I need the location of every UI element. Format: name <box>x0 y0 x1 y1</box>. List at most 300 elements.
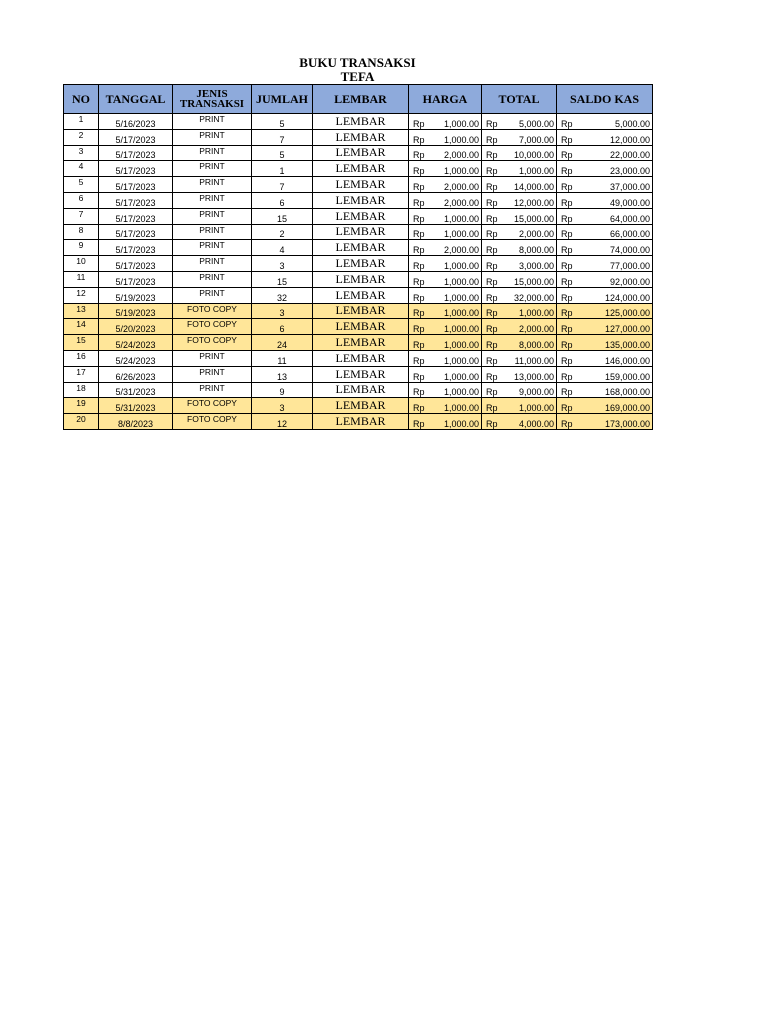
cell-harga <box>409 208 482 224</box>
cell-lembar: LEMBAR <box>313 350 409 366</box>
table-row <box>64 240 653 256</box>
cell-jenis-transaksi: PRINT <box>173 271 252 287</box>
total-amount: 13,000.00 <box>513 371 554 382</box>
table-row <box>64 303 653 319</box>
saldo-amount: 74,000.00 <box>609 245 650 256</box>
currency-label: Rp <box>413 355 425 366</box>
table-row <box>64 224 653 240</box>
currency-label: Rp <box>413 260 425 271</box>
cell-jenis-transaksi: PRINT <box>173 161 252 177</box>
cell-jenis-transaksi: FOTO COPY <box>173 414 252 430</box>
cell-jenis-transaksi: PRINT <box>173 256 252 272</box>
total-amount: 11,000.00 <box>514 355 554 366</box>
total-amount: 2,000.00 <box>518 229 554 240</box>
cell-jenis-transaksi: PRINT <box>173 350 252 366</box>
saldo-amount: 135,000.00 <box>604 339 650 350</box>
currency-label: Rp <box>486 292 498 303</box>
harga-amount: 1,000.00 <box>443 134 479 145</box>
cell-tanggal: 5/17/2023 <box>99 208 173 224</box>
currency-label: Rp <box>561 387 573 398</box>
cell-total <box>482 303 557 319</box>
cell-total <box>482 319 557 335</box>
cell-jumlah: 11 <box>252 350 313 366</box>
cell-harga <box>409 287 482 303</box>
cell-harga <box>409 271 482 287</box>
cell-jumlah: 12 <box>252 414 313 430</box>
harga-amount: 2,000.00 <box>443 197 479 208</box>
cell-saldo-kas <box>557 335 653 351</box>
table-row <box>64 114 653 130</box>
currency-label: Rp <box>561 339 573 350</box>
cell-lembar: LEMBAR <box>313 382 409 398</box>
cell-saldo-kas <box>557 287 653 303</box>
table-row <box>64 350 653 366</box>
currency-label: Rp <box>486 418 498 429</box>
cell-saldo-kas <box>557 319 653 335</box>
cell-total <box>482 208 557 224</box>
cell-total <box>482 145 557 161</box>
cell-total <box>482 398 557 414</box>
cell-no: 2 <box>64 129 99 145</box>
cell-no: 16 <box>64 350 99 366</box>
cell-jumlah: 6 <box>252 192 313 208</box>
currency-label: Rp <box>413 324 425 335</box>
cell-jenis-transaksi: FOTO COPY <box>173 335 252 351</box>
cell-jumlah: 3 <box>252 303 313 319</box>
currency-label: Rp <box>561 371 573 382</box>
currency-label: Rp <box>486 134 498 145</box>
table-row <box>64 145 653 161</box>
cell-lembar: LEMBAR <box>313 271 409 287</box>
saldo-amount: 5,000.00 <box>614 118 650 129</box>
cell-jenis-transaksi: PRINT <box>173 287 252 303</box>
cell-jenis-transaksi: PRINT <box>173 208 252 224</box>
currency-label: Rp <box>413 150 425 161</box>
cell-jenis-transaksi: PRINT <box>173 129 252 145</box>
cell-harga <box>409 177 482 193</box>
cell-lembar: LEMBAR <box>313 129 409 145</box>
harga-amount: 2,000.00 <box>443 245 479 256</box>
cell-no: 10 <box>64 256 99 272</box>
cell-lembar: LEMBAR <box>313 145 409 161</box>
currency-label: Rp <box>561 418 573 429</box>
cell-harga <box>409 398 482 414</box>
cell-tanggal: 5/17/2023 <box>99 224 173 240</box>
cell-lembar: LEMBAR <box>313 208 409 224</box>
currency-label: Rp <box>561 276 573 287</box>
cell-jumlah: 9 <box>252 382 313 398</box>
cell-harga <box>409 414 482 430</box>
cell-jenis-transaksi: FOTO COPY <box>173 319 252 335</box>
harga-amount: 1,000.00 <box>443 371 479 382</box>
cell-jumlah: 32 <box>252 287 313 303</box>
cell-lembar: LEMBAR <box>313 335 409 351</box>
cell-saldo-kas <box>557 271 653 287</box>
document-subtitle: TEFA <box>340 69 375 84</box>
table-row <box>64 287 653 303</box>
cell-jumlah: 4 <box>252 240 313 256</box>
cell-saldo-kas <box>557 382 653 398</box>
harga-amount: 1,000.00 <box>443 339 479 350</box>
cell-saldo-kas <box>557 256 653 272</box>
currency-label: Rp <box>413 181 425 192</box>
total-amount: 2,000.00 <box>518 324 554 335</box>
cell-jenis-transaksi: PRINT <box>173 366 252 382</box>
total-amount: 15,000.00 <box>513 213 554 224</box>
cell-saldo-kas <box>557 240 653 256</box>
cell-total <box>482 240 557 256</box>
cell-tanggal: 5/31/2023 <box>99 382 173 398</box>
total-amount: 1,000.00 <box>518 403 554 414</box>
cell-harga <box>409 319 482 335</box>
cell-no: 9 <box>64 240 99 256</box>
saldo-amount: 23,000.00 <box>609 166 650 177</box>
cell-harga <box>409 114 482 130</box>
currency-label: Rp <box>561 150 573 161</box>
cell-lembar: LEMBAR <box>313 303 409 319</box>
cell-total <box>482 350 557 366</box>
currency-label: Rp <box>561 213 573 224</box>
table-row <box>64 177 653 193</box>
cell-no: 14 <box>64 319 99 335</box>
total-amount: 8,000.00 <box>518 339 554 350</box>
cell-harga <box>409 240 482 256</box>
currency-label: Rp <box>413 403 425 414</box>
header-no: NO <box>64 85 99 114</box>
saldo-amount: 92,000.00 <box>609 276 650 287</box>
currency-label: Rp <box>413 245 425 256</box>
cell-total <box>482 129 557 145</box>
header-total: TOTAL <box>482 85 557 114</box>
currency-label: Rp <box>413 387 425 398</box>
cell-jenis-transaksi: PRINT <box>173 224 252 240</box>
cell-tanggal: 5/17/2023 <box>99 192 173 208</box>
table-row <box>64 271 653 287</box>
currency-label: Rp <box>486 166 498 177</box>
currency-label: Rp <box>561 166 573 177</box>
table-row <box>64 366 653 382</box>
cell-lembar: LEMBAR <box>313 366 409 382</box>
currency-label: Rp <box>561 229 573 240</box>
cell-jenis-transaksi: PRINT <box>173 177 252 193</box>
cell-tanggal: 5/24/2023 <box>99 335 173 351</box>
currency-label: Rp <box>486 197 498 208</box>
cell-harga <box>409 256 482 272</box>
cell-jumlah: 24 <box>252 335 313 351</box>
table-row <box>64 335 653 351</box>
currency-label: Rp <box>413 213 425 224</box>
saldo-amount: 127,000.00 <box>604 324 650 335</box>
cell-jenis-transaksi: PRINT <box>173 382 252 398</box>
header-lembar: LEMBAR <box>313 85 409 114</box>
table-row <box>64 129 653 145</box>
table-row <box>64 161 653 177</box>
cell-total <box>482 414 557 430</box>
harga-amount: 1,000.00 <box>443 166 479 177</box>
saldo-amount: 64,000.00 <box>609 213 650 224</box>
currency-label: Rp <box>486 150 498 161</box>
currency-label: Rp <box>413 339 425 350</box>
header-jumlah: JUMLAH <box>252 85 313 114</box>
currency-label: Rp <box>561 403 573 414</box>
currency-label: Rp <box>561 197 573 208</box>
cell-saldo-kas <box>557 129 653 145</box>
cell-jumlah: 1 <box>252 161 313 177</box>
cell-no: 6 <box>64 192 99 208</box>
cell-no: 4 <box>64 161 99 177</box>
cell-jenis-transaksi: PRINT <box>173 240 252 256</box>
header-jenis-transaksi <box>173 85 252 114</box>
total-amount: 1,000.00 <box>518 308 554 319</box>
cell-jumlah: 6 <box>252 319 313 335</box>
cell-saldo-kas <box>557 192 653 208</box>
currency-label: Rp <box>486 118 498 129</box>
saldo-amount: 37,000.00 <box>609 181 650 192</box>
currency-label: Rp <box>486 245 498 256</box>
total-amount: 12,000.00 <box>513 197 554 208</box>
cell-jumlah: 13 <box>252 366 313 382</box>
cell-no: 13 <box>64 303 99 319</box>
table-row <box>64 319 653 335</box>
header-tanggal: TANGGAL <box>99 85 173 114</box>
cell-harga <box>409 192 482 208</box>
cell-saldo-kas <box>557 224 653 240</box>
cell-lembar: LEMBAR <box>313 161 409 177</box>
cell-saldo-kas <box>557 303 653 319</box>
currency-label: Rp <box>486 229 498 240</box>
cell-lembar: LEMBAR <box>313 414 409 430</box>
saldo-amount: 168,000.00 <box>604 387 650 398</box>
cell-jumlah: 3 <box>252 398 313 414</box>
currency-label: Rp <box>486 276 498 287</box>
total-amount: 14,000.00 <box>513 181 554 192</box>
cell-total <box>482 256 557 272</box>
cell-jumlah: 7 <box>252 177 313 193</box>
currency-label: Rp <box>486 324 498 335</box>
cell-total <box>482 366 557 382</box>
cell-lembar: LEMBAR <box>313 114 409 130</box>
cell-total <box>482 271 557 287</box>
currency-label: Rp <box>413 166 425 177</box>
table-body <box>64 114 653 430</box>
cell-no: 11 <box>64 271 99 287</box>
cell-saldo-kas <box>557 414 653 430</box>
cell-total <box>482 161 557 177</box>
cell-saldo-kas <box>557 208 653 224</box>
currency-label: Rp <box>413 134 425 145</box>
cell-no: 20 <box>64 414 99 430</box>
table-row <box>64 208 653 224</box>
cell-jumlah: 15 <box>252 271 313 287</box>
saldo-amount: 173,000.00 <box>604 418 650 429</box>
total-amount: 1,000.00 <box>518 166 554 177</box>
currency-label: Rp <box>561 324 573 335</box>
cell-saldo-kas <box>557 145 653 161</box>
cell-tanggal: 6/26/2023 <box>99 366 173 382</box>
cell-saldo-kas <box>557 398 653 414</box>
saldo-amount: 169,000.00 <box>604 403 650 414</box>
cell-harga <box>409 303 482 319</box>
cell-total <box>482 177 557 193</box>
table-header-row <box>64 85 653 114</box>
cell-tanggal: 5/20/2023 <box>99 319 173 335</box>
currency-label: Rp <box>486 181 498 192</box>
cell-jenis-transaksi: PRINT <box>173 114 252 130</box>
cell-no: 5 <box>64 177 99 193</box>
cell-lembar: LEMBAR <box>313 224 409 240</box>
cell-no: 1 <box>64 114 99 130</box>
table-row <box>64 382 653 398</box>
cell-jenis-transaksi: PRINT <box>173 145 252 161</box>
harga-amount: 1,000.00 <box>443 229 479 240</box>
cell-harga <box>409 129 482 145</box>
saldo-amount: 12,000.00 <box>609 134 650 145</box>
saldo-amount: 125,000.00 <box>604 308 650 319</box>
currency-label: Rp <box>561 134 573 145</box>
cell-saldo-kas <box>557 350 653 366</box>
currency-label: Rp <box>486 308 498 319</box>
cell-saldo-kas <box>557 161 653 177</box>
currency-label: Rp <box>486 403 498 414</box>
saldo-amount: 22,000.00 <box>609 150 650 161</box>
cell-jumlah: 5 <box>252 145 313 161</box>
cell-jumlah: 2 <box>252 224 313 240</box>
table-row <box>64 414 653 430</box>
cell-jenis-transaksi: PRINT <box>173 192 252 208</box>
saldo-amount: 124,000.00 <box>604 292 650 303</box>
harga-amount: 2,000.00 <box>443 181 479 192</box>
cell-no: 12 <box>64 287 99 303</box>
cell-tanggal: 5/17/2023 <box>99 177 173 193</box>
cell-tanggal: 5/17/2023 <box>99 145 173 161</box>
harga-amount: 1,000.00 <box>443 387 479 398</box>
cell-saldo-kas <box>557 177 653 193</box>
currency-label: Rp <box>561 181 573 192</box>
currency-label: Rp <box>561 355 573 366</box>
cell-lembar: LEMBAR <box>313 256 409 272</box>
currency-label: Rp <box>486 355 498 366</box>
table-row <box>64 192 653 208</box>
total-amount: 10,000.00 <box>513 150 554 161</box>
harga-amount: 1,000.00 <box>443 118 479 129</box>
table-row <box>64 398 653 414</box>
harga-amount: 1,000.00 <box>443 292 479 303</box>
cell-tanggal: 5/17/2023 <box>99 161 173 177</box>
cell-lembar: LEMBAR <box>313 192 409 208</box>
cell-tanggal: 5/17/2023 <box>99 256 173 272</box>
total-amount: 8,000.00 <box>518 245 554 256</box>
cell-harga <box>409 366 482 382</box>
currency-label: Rp <box>561 245 573 256</box>
harga-amount: 2,000.00 <box>443 150 479 161</box>
cell-no: 8 <box>64 224 99 240</box>
currency-label: Rp <box>413 292 425 303</box>
header-jenis-line2: TRANSAKSI <box>179 98 245 110</box>
table-row <box>64 256 653 272</box>
cell-harga <box>409 161 482 177</box>
saldo-amount: 146,000.00 <box>604 355 650 366</box>
harga-amount: 1,000.00 <box>443 213 479 224</box>
cell-harga <box>409 224 482 240</box>
cell-total <box>482 382 557 398</box>
currency-label: Rp <box>486 387 498 398</box>
cell-tanggal: 5/17/2023 <box>99 240 173 256</box>
currency-label: Rp <box>413 371 425 382</box>
saldo-amount: 77,000.00 <box>609 260 650 271</box>
cell-jumlah: 3 <box>252 256 313 272</box>
cell-total <box>482 224 557 240</box>
header-jenis-line1: JENIS <box>196 88 228 100</box>
transaction-table <box>63 84 653 430</box>
cell-no: 7 <box>64 208 99 224</box>
cell-lembar: LEMBAR <box>313 319 409 335</box>
harga-amount: 1,000.00 <box>443 355 479 366</box>
cell-lembar: LEMBAR <box>313 240 409 256</box>
currency-label: Rp <box>413 118 425 129</box>
cell-total <box>482 287 557 303</box>
currency-label: Rp <box>561 308 573 319</box>
currency-label: Rp <box>413 197 425 208</box>
currency-label: Rp <box>486 213 498 224</box>
currency-label: Rp <box>486 339 498 350</box>
header-saldo-kas: SALDO KAS <box>557 85 653 114</box>
cell-saldo-kas <box>557 114 653 130</box>
header-harga: HARGA <box>409 85 482 114</box>
cell-total <box>482 192 557 208</box>
cell-lembar: LEMBAR <box>313 177 409 193</box>
harga-amount: 1,000.00 <box>443 276 479 287</box>
cell-jenis-transaksi: FOTO COPY <box>173 398 252 414</box>
cell-jenis-transaksi: FOTO COPY <box>173 303 252 319</box>
total-amount: 5,000.00 <box>518 118 554 129</box>
currency-label: Rp <box>561 118 573 129</box>
cell-tanggal: 5/24/2023 <box>99 350 173 366</box>
total-amount: 15,000.00 <box>513 276 554 287</box>
currency-label: Rp <box>486 260 498 271</box>
saldo-amount: 159,000.00 <box>604 371 650 382</box>
cell-jumlah: 5 <box>252 114 313 130</box>
cell-tanggal: 8/8/2023 <box>99 414 173 430</box>
currency-label: Rp <box>413 276 425 287</box>
total-amount: 9,000.00 <box>518 387 554 398</box>
currency-label: Rp <box>413 229 425 240</box>
cell-no: 3 <box>64 145 99 161</box>
total-amount: 32,000.00 <box>513 292 554 303</box>
cell-lembar: LEMBAR <box>313 398 409 414</box>
harga-amount: 1,000.00 <box>443 403 479 414</box>
cell-lembar: LEMBAR <box>313 287 409 303</box>
cell-no: 18 <box>64 382 99 398</box>
harga-amount: 1,000.00 <box>443 260 479 271</box>
cell-saldo-kas <box>557 366 653 382</box>
cell-harga <box>409 145 482 161</box>
currency-label: Rp <box>413 418 425 429</box>
total-amount: 7,000.00 <box>518 134 554 145</box>
cell-tanggal: 5/17/2023 <box>99 129 173 145</box>
cell-total <box>482 335 557 351</box>
cell-total <box>482 114 557 130</box>
cell-no: 15 <box>64 335 99 351</box>
cell-tanggal: 5/19/2023 <box>99 303 173 319</box>
cell-no: 19 <box>64 398 99 414</box>
cell-tanggal: 5/17/2023 <box>99 271 173 287</box>
cell-tanggal: 5/31/2023 <box>99 398 173 414</box>
saldo-amount: 49,000.00 <box>609 197 650 208</box>
currency-label: Rp <box>561 292 573 303</box>
harga-amount: 1,000.00 <box>443 418 479 429</box>
currency-label: Rp <box>486 371 498 382</box>
harga-amount: 1,000.00 <box>443 324 479 335</box>
